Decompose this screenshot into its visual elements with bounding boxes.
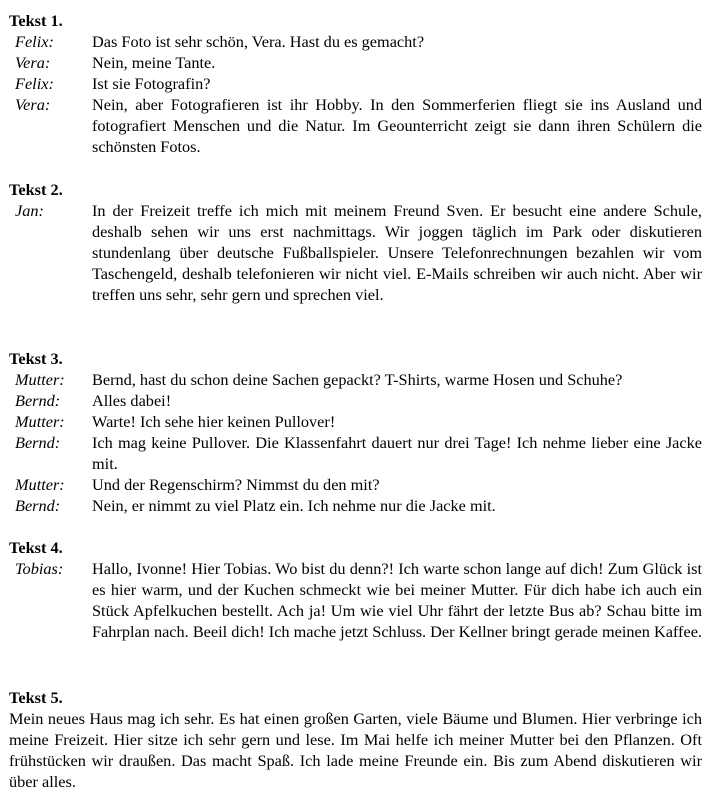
section-heading: Tekst 4. <box>9 538 63 557</box>
dialogue-text: Warte! Ich sehe hier keinen Pullover! <box>92 412 336 431</box>
prose-paragraph: Mein neues Haus mag ich sehr. Es hat einen großen Garten, viele Bäume und Blumen. Hier verbringe ich meine Freizeit. Hier sitze ich sehr gern und lese. Im Mai helfe ich meiner Mutter bei den Pflanzen. Oft frühstücken wir draußen. Das macht Spaß. Ich lade meine Freunde ein. Bis zum Abend diskutieren wir über alles. <box>9 709 702 791</box>
text-section-2 <box>9 179 702 305</box>
dialogue-line <box>9 432 702 474</box>
speaker-label: Bernd: <box>15 496 61 515</box>
dialogue-line <box>9 474 702 495</box>
dialogue-line <box>9 73 702 94</box>
dialogue-line <box>9 558 702 642</box>
dialogue-text: Ist sie Fotografin? <box>92 74 211 93</box>
dialogue-text: Hallo, Ivonne! Hier Tobias. Wo bist du denn?! Ich warte schon lange auf dich! Zum Glück ist es hier warm, und der Kuchen schmeckt wie bei meiner Mutter. Für dich habe ich auch ein Stück Apfelkuchen bestellt. Ach ja! Um wie viel Uhr fährt der letzte Bus ab? Schau bitte im Fahrplan nach. Beeil dich! Ich mache jetzt Schluss. Der Kellner bringt gerade meinen Kaffee. <box>92 559 703 641</box>
speaker-label: Bernd: <box>15 391 61 410</box>
speaker-label: Vera: <box>15 53 51 72</box>
section-heading: Tekst 3. <box>9 349 63 368</box>
dialogue-line <box>9 411 702 432</box>
speaker-label: Bernd: <box>15 433 61 452</box>
section-heading: Tekst 5. <box>9 688 63 707</box>
dialogue-line <box>9 369 702 390</box>
speaker-label: Felix: <box>15 74 54 93</box>
speaker-label: Jan: <box>15 201 44 220</box>
dialogue-text: Und der Regenschirm? Nimmst du den mit? <box>92 475 380 494</box>
section-heading: Tekst 2. <box>9 180 63 199</box>
dialogue-line <box>9 495 702 516</box>
dialogue-text: Ich mag keine Pullover. Die Klassenfahrt dauert nur drei Tage! Ich nehme lieber eine Jacke mit. <box>92 433 702 473</box>
section-heading: Tekst 1. <box>9 11 63 30</box>
dialogue-line <box>9 94 702 157</box>
dialogue-text: Nein, er nimmt zu viel Platz ein. Ich nehme nur die Jacke mit. <box>92 496 496 515</box>
dialogue-text: Das Foto ist sehr schön, Vera. Hast du es gemacht? <box>92 32 425 51</box>
dialogue-text: In der Freizeit treffe ich mich mit meinem Freund Sven. Er besucht eine andere Schule, deshalb sehen wir uns erst nachmittags. Wir joggen täglich im Park oder diskutieren stundenlang über deutsche Fußballspieler. Unsere Telefonrechnungen bezahlen wir vom Taschengeld, deshalb telefonieren wir nicht viel. E-Mails schreiben wir auch nicht. Aber wir treffen uns sehr, sehr gern und sprechen viel. <box>92 201 702 304</box>
dialogue-line <box>9 200 702 305</box>
speaker-label: Tobias: <box>15 559 64 578</box>
speaker-label: Felix: <box>15 32 54 51</box>
speaker-label: Vera: <box>15 95 51 114</box>
dialogue-text: Bernd, hast du schon deine Sachen gepackt? T-Shirts, warme Hosen und Schuhe? <box>92 370 623 389</box>
speaker-label: Mutter: <box>15 370 65 389</box>
text-section-4 <box>9 537 702 642</box>
dialogue-text: Nein, aber Fotografieren ist ihr Hobby. In den Sommerferien fliegt sie ins Ausland und fotografiert Menschen und die Natur. Im Geounterricht zeigt sie dann ihren Schülern die schönsten Fotos. <box>92 95 702 156</box>
speaker-label: Mutter: <box>15 475 65 494</box>
text-section-3 <box>9 348 702 516</box>
dialogue-line <box>9 52 702 73</box>
dialogue-line <box>9 390 702 411</box>
text-section-5 <box>9 687 702 792</box>
speaker-label: Mutter: <box>15 412 65 431</box>
text-section-1 <box>9 10 702 157</box>
dialogue-text: Nein, meine Tante. <box>92 53 216 72</box>
dialogue-text: Alles dabei! <box>92 391 172 410</box>
dialogue-line <box>9 31 702 52</box>
